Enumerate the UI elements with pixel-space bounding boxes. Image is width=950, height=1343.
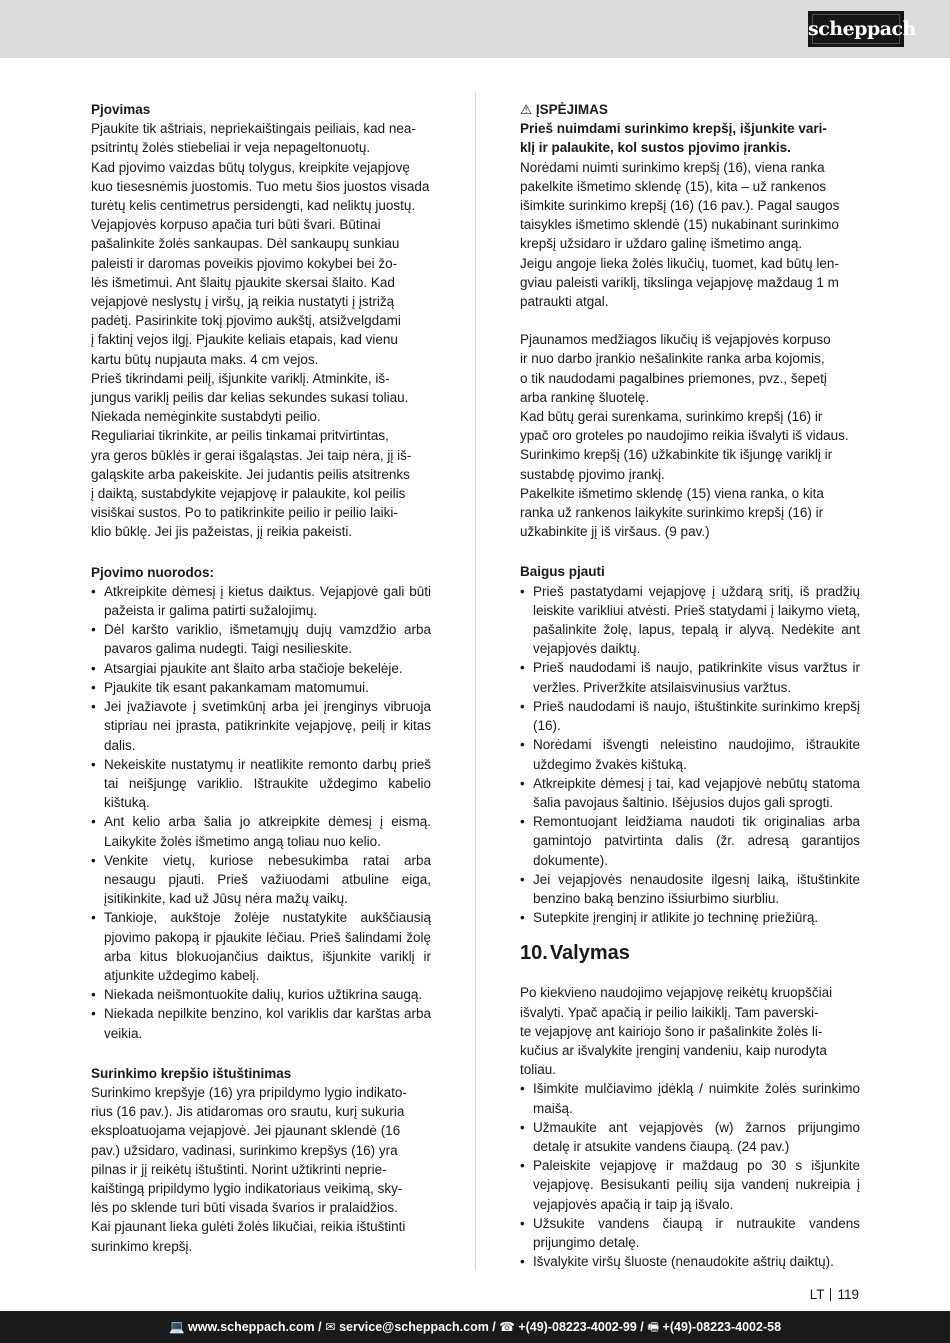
text-line: rius (16 pav.). Jis atidaromas oro srautu, kurį sukuria [91, 1104, 405, 1120]
text-line: kuo tiesesnėmis juostomis. Tuo metu šios juostos visada [91, 178, 430, 194]
heading-pjovimas: Pjovimas [91, 102, 151, 117]
column-divider [475, 92, 476, 1270]
footer-fax: +(49)-08223-4002-58 [662, 1320, 782, 1334]
text-line: Niekada nemėginkite sustabdyti peilio. [91, 409, 321, 425]
list-item: • Išvalykite viršų šluoste (nenaudokite aštrių daiktų). [520, 1252, 860, 1271]
text-line: lės išmetimui. Ant šlaitų pjaukite skersai šlaito. Kad [91, 274, 395, 290]
list-item: • Niekada neišmontuokite dalių, kurios užtikrina saugą. [91, 985, 431, 1004]
text-line: klio būklę. Jei jis pažeistas, jį reikia pakeisti. [91, 524, 353, 540]
text-line: kartu būtų nupjauta maks. 4 cm vejos. [91, 351, 319, 367]
text-line: Pjaukite tik aštriais, nepriekaištingais peiliais, kad nea- [91, 121, 416, 137]
text-line: galąskite arba pakeiskite. Jei judantis peilis atsitrenks [91, 466, 410, 482]
list-item: • Tankioje, aukštoje žolėje nustatykite aukščiausią pjovimo pakopą ir pjaukite lėčiau. Prieš šalindami žolę arba kitus blokuojančius daiktus, išjunkite variklį ir atjunkite uždegimo kabelį. [91, 908, 431, 985]
warning-heading: ⚠ ĮSPĖJIMAS [520, 102, 608, 117]
footer-email-link[interactable]: service@scheppach.com [339, 1320, 489, 1334]
text-line: užkabinkite jį iš viršaus. (9 pav.) [520, 524, 710, 540]
text-line: išimkite surinkimo krepšį (16) (16 pav.). Pagal saugos [520, 198, 840, 214]
list-item: • Užsukite vandens čiaupą ir nutraukite vandens prijungimo detalę. [520, 1214, 860, 1252]
text-line: pilnas ir jį reikėtų ištuštinti. Norint užtikrinti neprie- [91, 1161, 387, 1177]
footer-website-link[interactable]: www.scheppach.com [188, 1320, 315, 1334]
text-line: visiškai sustos. Po to patikrinkite peilio ir peilio laiki- [91, 505, 398, 521]
text-line: Jeigu angoje lieka žolės likučių, tuomet, kad būtų len- [520, 255, 839, 271]
computer-icon: 💻 [168, 1320, 185, 1334]
text-line: ir nuo darbo įrankio nešalinkite ranka arba kojomis, [520, 351, 825, 367]
heading-pjovimo-nuorodos: Pjovimo nuorodos: [91, 564, 214, 580]
text-line: Reguliariai tikrinkite, ar peilis tinkamai pritvirtintas, [91, 428, 389, 444]
list-item: • Jei įvažiavote į svetimkūnį arba jei įrenginys vibruoja stipriau nei įprasta, patikrinkite vejapjovę, peilį ir kitas dalis. [91, 697, 431, 755]
text-line: Surinkimo krepšį (16) užkabinkite tik išjungę variklį ir [520, 447, 833, 463]
list-item: • Prieš naudodami iš naujo, ištuštinkite surinkimo krepšį (16). [520, 697, 860, 735]
section-title-valymas [520, 941, 860, 965]
text-line: išvalyti. Ypač apačią ir peilio laikiklį. Tam paverski- [520, 1004, 819, 1020]
pjovimas-text [91, 119, 431, 541]
list-item: • Ant kelio arba šalia jo atkreipkite dėmesį į eismą. Laikykite žolės išmetimo angą toliau nuo kelio. [91, 812, 431, 850]
page-number-value: 119 [837, 1287, 859, 1302]
text-line: pašalinkite žolės sankaupas. Dėl sankaupų sunkiau [91, 236, 400, 252]
list-item: • Dėl karšto variklio, išmetamųjų dujų vamzdžio arba pavaros galima nudegti. Taigi nesilieskite. [91, 620, 431, 658]
text-line: Norėdami nuimti surinkimo krepšį (16), viena ranka [520, 159, 825, 175]
fax-icon: 🖷 [647, 1320, 660, 1334]
warning-text [520, 119, 860, 157]
text-line: ypač oro groteles po naudojimo reikia išvalyti iš vidaus. [520, 428, 849, 444]
text-line: Kad pjovimo vaizdas būtų tolygus, kreipkite vejapjovę [91, 159, 410, 175]
list-item: • Atkreipkite dėmesį į tai, kad vejapjovė nebūtų statoma šalia pavojaus šaltinio. Išėjusios dujos gali sprogti. [520, 774, 860, 812]
list-item: • Remontuojant leidžiama naudoti tik originalias arba gamintojo patvirtinta dalis (žr. adresą garantijos dokumente). [520, 812, 860, 870]
right-column [520, 100, 860, 1271]
footer-separator: / [488, 1320, 500, 1334]
text-line: yra geros būklės ir gerai išgaląstas. Jei taip nėra, jį iš- [91, 447, 412, 463]
page-separator [830, 1288, 831, 1301]
text-line: paleisti ir daromas poveikis pjovimo kokybei bei žo- [91, 255, 398, 271]
text-line: Surinkimo krepšyje (16) yra pripildymo lygio indikato- [91, 1084, 407, 1100]
list-item: • Nekeiskite nustatymų ir neatlikite remonto darbų prieš tai neišjungę variklio. Ištraukite uždegimo kabelio kištuką. [91, 755, 431, 813]
section-label: Valymas [549, 942, 630, 965]
text-line: Pjaunamos medžiagos likučių iš vejapjovės korpuso [520, 332, 831, 348]
left-column [91, 100, 431, 1256]
warning-line: klį ir palaukite, kol sustos pjovimo įrankis. [520, 140, 791, 156]
text-line: psitrintų žolės stiebeliai ir veja nepageltonuotų. [91, 140, 371, 156]
text-line: gviau paleisti variklį, tikslinga vejapjovę maždaug 1 m [520, 274, 839, 290]
text-line: te vejapjovę ant kairiojo šono ir pašalinkite žolės li- [520, 1023, 823, 1039]
residue-text [520, 330, 860, 541]
list-item: • Norėdami išvengti neleistino naudojimo, ištraukite uždegimo žvakės kištuką. [520, 735, 860, 773]
text-line: pakelkite išmetimo sklendę (15), kita – už rankenos [520, 178, 827, 194]
text-line: Pakelkite išmetimo sklendę (15) viena ranka, o kita [520, 485, 824, 501]
text-line: o tik naudodami pagalbines priemones, pvz., šepetį [520, 370, 827, 386]
text-line: lės po sklende turi būti visada švarios ir pralaidžios. [91, 1200, 398, 1216]
text-line: turėtų kelis centimetrus persidengti, kad neliktų juostų. [91, 198, 416, 214]
scheppach-logo: scheppach [808, 11, 904, 47]
text-line: į faktinį vejos ilgį. Pjaukite keliais etapais, kad vienu [91, 332, 398, 348]
text-line: surinkimo krepšį. [91, 1238, 193, 1254]
list-item: • Išimkite mulčiavimo įdėklą / nuimkite žolės surinkimo maišą. [520, 1079, 860, 1117]
text-line: Prieš tikrindami peilį, išjunkite variklį. Atminkite, iš- [91, 370, 390, 386]
text-line: kaištingą pripildymo lygio indikatoriaus veikimą, sky- [91, 1180, 403, 1196]
warning-line: Prieš nuimdami surinkimo krepšį, išjunkite vari- [520, 121, 827, 137]
list-item: • Prieš naudodami iš naujo, patikrinkite visus varžtus ir veržles. Priveržkite atsilaisvinusius varžtus. [520, 658, 860, 696]
pjovimo-nuorodos-list [91, 582, 431, 1043]
footer-separator: / [314, 1320, 326, 1334]
list-item: • Jei vejapjovės nenaudosite ilgesnį laiką, ištuštinkite benzino baką benzino išsiurbimo siurbliu. [520, 870, 860, 908]
text-line: taisykles išmetimo sklendė (15) nukabinant surinkimo [520, 217, 839, 233]
valymas-text [520, 983, 860, 1079]
heading-surinkimo-krepsio: Surinkimo krepšio ištuštinimas [91, 1065, 292, 1081]
list-item: • Atsargiai pjaukite ant šlaito arba stačioje bekelėje. [91, 659, 431, 678]
heading-baigus-pjauti: Baigus pjauti [520, 564, 605, 580]
list-item: • Užmaukite ant vejapjovės (w) žarnos prijungimo detalę ir atsukite vandens čiaupą. (24 pav.) [520, 1118, 860, 1156]
text-line: sustabdę pjovimo įrankį. [520, 466, 665, 482]
baigus-pjauti-list [520, 582, 860, 928]
text-line: Kai pjaunant lieka gulėti žolės likučiai, reikia ištuštinti [91, 1219, 406, 1235]
header-band [0, 0, 950, 58]
text-line: padėtį. Pasirinkite tokį pjovimo aukštį, atsižvelgdami [91, 313, 401, 329]
list-item: • Sutepkite įrenginį ir atlikite jo techninę priežiūrą. [520, 908, 860, 927]
footer-phone: +(49)-08223-4002-99 [518, 1320, 637, 1334]
text-line: jungus variklį peilis dar kelias sekundes sukasi toliau. [91, 390, 409, 406]
text-line: toliau. [520, 1062, 557, 1078]
valymas-list [520, 1079, 860, 1271]
text-line: ranka už rankenos laikykite surinkimo krepšį (16) ir [520, 505, 824, 521]
list-item: • Pjaukite tik esant pakankamam matomumui. [91, 678, 431, 697]
text-line: pav.) užsidaro, vadinasi, surinkimo krepšys (16) yra [91, 1142, 398, 1158]
mail-icon: ✉ [325, 1320, 336, 1334]
phone-icon: ☎ [499, 1320, 515, 1334]
surinkimo-krepsio-text [91, 1083, 431, 1256]
list-item: • Paleiskite vejapjovę ir maždaug po 30 s išjunkite vejapjovę. Besisukanti peilių sija vandenį nukreipia į vejapjovės apačią ir taip ją išvalo. [520, 1156, 860, 1214]
list-item: • Atkreipkite dėmesį į kietus daiktus. Vejapjovė gali būti pažeista ir galima patirti sužalojimų. [91, 582, 431, 620]
footer-band [0, 1311, 950, 1343]
text-line: Po kiekvieno naudojimo vejapjovę reikėtų kruopščiai [520, 985, 833, 1001]
warning-body-text [520, 158, 860, 312]
language-code: LT [809, 1287, 825, 1302]
text-line: Vejapjovės korpuso apačia turi būti švari. Būtinai [91, 217, 381, 233]
list-item: • Venkite vietų, kuriose nebesukimba ratai arba nesaugu pjauti. Prieš važiuodami atbuline eiga, įsitikinkite, kad už Jūsų nėra mažų vaikų. [91, 851, 431, 909]
section-number: 10. [520, 942, 548, 965]
text-line: arba rankinę šluotelę. [520, 389, 650, 405]
text-line: eksploatuojama vejapjovė. Jei pjaunant sklendė (16 [91, 1123, 401, 1139]
text-line: kučius ar išvalykite įrenginį vandeniu, kaip nurodyta [520, 1042, 827, 1058]
text-line: krepšį užsidaro ir uždaro galinę išmetimo angą. [520, 236, 803, 252]
list-item: • Niekada nepilkite benzino, kol variklis dar karštas arba veikia. [91, 1004, 431, 1042]
text-line: patraukti atgal. [520, 294, 609, 310]
page-number [810, 1287, 859, 1302]
list-item: • Prieš pastatydami vejapjovę į uždarą sritį, iš pradžių leiskite varikliui atvėsti. Prieš statydami į laikymo vietą, pašalinkite žolę, lapus, tepalą ir alyvą. Nedėkite ant vejapjovės daiktų. [520, 582, 860, 659]
footer-separator: / [636, 1320, 648, 1334]
text-line: Kad būtų gerai surenkama, surinkimo krepšį (16) ir [520, 409, 823, 425]
text-line: vejapjovė neslystų į viršų, ją reikia nustatyti į įstrižą [91, 294, 395, 310]
text-line: į daiktą, sustabdykite vejapjovę ir palaukite, kol peilis [91, 486, 406, 502]
